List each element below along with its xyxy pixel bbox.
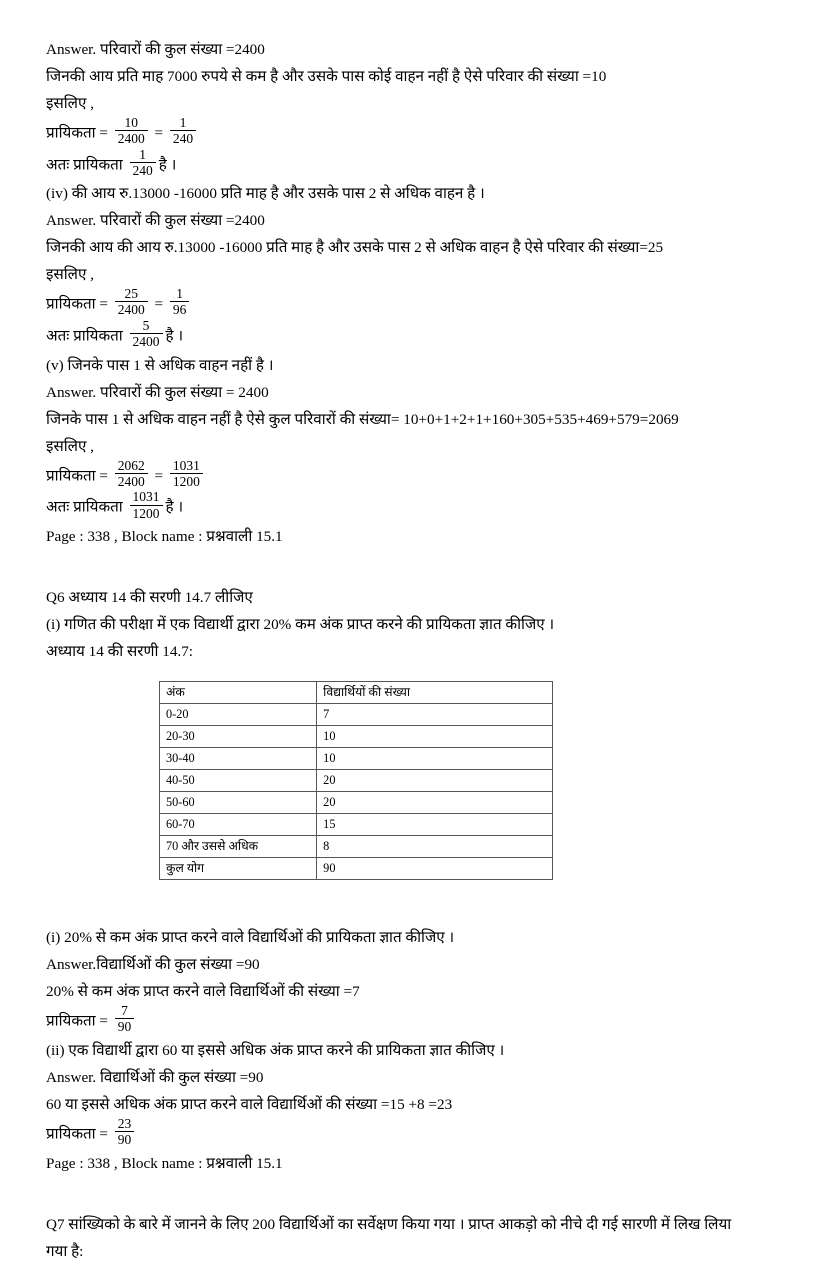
table-header-cell: अंक bbox=[160, 682, 317, 704]
text-line: अध्याय 14 की सरणी 14.7: bbox=[46, 643, 194, 661]
table-cell: 8 bbox=[317, 836, 553, 858]
fraction-denominator: 240 bbox=[172, 131, 194, 147]
text-line: Answer.विद्यार्थिओं की कुल संख्या =90 bbox=[46, 956, 260, 974]
equation-prefix: प्रायिकता = bbox=[46, 1125, 112, 1143]
text-line: जिनकी आय की आय रु.13000 -16000 प्रति माह है और उसके पास 2 से अधिक वाहन है ऐसे परिवार की संख्या=25 bbox=[46, 239, 664, 257]
text-line: इसलिए , bbox=[46, 266, 94, 284]
fraction-numerator: 1031 bbox=[170, 458, 203, 474]
fraction bbox=[130, 147, 156, 178]
table-header-cell: विद्यार्थियों की संख्या bbox=[317, 682, 553, 704]
text-line: (v) जिनके पास 1 से अधिक वाहन नहीं है । bbox=[46, 356, 274, 374]
fraction-denominator: 90 bbox=[117, 1019, 132, 1035]
question-heading: Q7 सांख्यिको के बारे में जानने के लिए 200 विद्यार्थिओं का सर्वेक्षण किया गया । प्राप्त आकड़ो को नीचे दी गई सारणी में लिख लिया bbox=[46, 1215, 732, 1233]
equation-line bbox=[46, 288, 786, 320]
equation-line bbox=[46, 457, 786, 492]
fraction-numerator: 5 bbox=[130, 318, 163, 334]
text-line: (ii) एक विद्यार्थी द्वारा 60 या इससे अधिक अंक प्राप्त करने की प्रायिकता ज्ञात कीजिए । bbox=[46, 1041, 505, 1059]
fraction-numerator: 23 bbox=[115, 1116, 135, 1132]
text-line: जिनके पास 1 से अधिक वाहन नहीं है ऐसे कुल परिवारों की संख्या= 10+0+1+2+1+160+305+535+469+579=2069 bbox=[46, 410, 679, 428]
fraction bbox=[115, 1116, 135, 1147]
table-cell: 20 bbox=[317, 770, 553, 792]
table-cell: 60-70 bbox=[160, 814, 317, 836]
equation-prefix: प्रायिकता = bbox=[46, 467, 112, 485]
table-cell: 10 bbox=[317, 726, 553, 748]
fraction bbox=[115, 458, 148, 489]
text-line: 60 या इससे अधिक अंक प्राप्त करने वाले विद्यार्थिओं की संख्या =15 +8 =23 bbox=[46, 1095, 453, 1113]
equation-operator: = bbox=[150, 124, 167, 142]
table-cell: 20-30 bbox=[160, 726, 317, 748]
fraction bbox=[130, 489, 163, 520]
table-row bbox=[160, 858, 553, 880]
fraction-denominator: 2400 bbox=[132, 334, 160, 350]
equation-prefix: अतः प्रायिकता bbox=[46, 156, 127, 174]
text-line: Answer. परिवारों की कुल संख्या = 2400 bbox=[46, 383, 269, 401]
fraction-numerator: 2062 bbox=[115, 458, 148, 474]
equation-line bbox=[46, 491, 786, 523]
document-body bbox=[46, 36, 786, 1265]
equation-operator: = bbox=[150, 296, 167, 314]
text-line: (i) गणित की परीक्षा में एक विद्यार्थी द्वारा 20% कम अंक प्राप्त करने की प्रायिकता ज्ञात कीजिए । bbox=[46, 616, 555, 634]
page-block-reference: Page : 338 , Block name : प्रश्नवाली 15.1 bbox=[46, 528, 283, 546]
equation-line bbox=[46, 1005, 786, 1037]
spacer bbox=[46, 1177, 786, 1211]
table-row bbox=[160, 836, 553, 858]
equation-line bbox=[46, 1115, 786, 1150]
fraction-numerator: 10 bbox=[115, 115, 148, 131]
fraction bbox=[170, 115, 196, 146]
table-cell: 70 और उससे अधिक bbox=[160, 836, 317, 858]
table-cell: 30-40 bbox=[160, 748, 317, 770]
table-cell: 20 bbox=[317, 792, 553, 814]
fraction-numerator: 1 bbox=[170, 115, 196, 131]
fraction bbox=[170, 286, 190, 317]
table-cell: 7 bbox=[317, 704, 553, 726]
table-cell: 0-20 bbox=[160, 704, 317, 726]
fraction-denominator: 2400 bbox=[117, 302, 145, 318]
table-row bbox=[160, 682, 553, 704]
table-row bbox=[160, 748, 553, 770]
fraction-denominator: 1200 bbox=[172, 473, 200, 489]
fraction-denominator: 90 bbox=[117, 1131, 132, 1147]
page-block-reference: Page : 338 , Block name : प्रश्नवाली 15.1 bbox=[46, 1154, 283, 1172]
equation-prefix: प्रायिकता = bbox=[46, 1012, 112, 1030]
text-line: इसलिए , bbox=[46, 95, 94, 112]
fraction-numerator: 25 bbox=[115, 286, 148, 302]
fraction-numerator: 1 bbox=[130, 147, 156, 163]
fraction bbox=[130, 318, 163, 349]
text-line: जिनकी आय प्रति माह 7000 रुपये से कम है और उसके पास कोई वाहन नहीं है ऐसे परिवार की संख्या =10 bbox=[46, 68, 607, 85]
table-cell: 15 bbox=[317, 814, 553, 836]
table-cell: 10 bbox=[317, 748, 553, 770]
fraction-numerator: 1031 bbox=[130, 489, 163, 505]
text-line: Answer. परिवारों की कुल संख्या =2400 bbox=[46, 212, 265, 230]
text-line: (i) 20% से कम अंक प्राप्त करने वाले विद्यार्थिओं की प्रायिकता ज्ञात कीजिए । bbox=[46, 929, 455, 947]
spacer bbox=[46, 914, 786, 924]
table-cell: 40-50 bbox=[160, 770, 317, 792]
question-heading: Q6 अध्याय 14 की सरणी 14.7 लीजिए bbox=[46, 589, 253, 607]
fraction bbox=[115, 115, 148, 146]
equation-prefix: प्रायिकता = bbox=[46, 124, 112, 142]
fraction-denominator: 2400 bbox=[117, 473, 145, 489]
equation-prefix: प्रायिकता = bbox=[46, 296, 112, 314]
text-line: Answer. परिवारों की कुल संख्या =2400 bbox=[46, 41, 265, 58]
table-row bbox=[160, 792, 553, 814]
equation-prefix: अतः प्रायिकता bbox=[46, 327, 127, 345]
table-cell: कुल योग bbox=[160, 858, 317, 880]
fraction-denominator: 2400 bbox=[117, 131, 145, 147]
equation-operator: = bbox=[150, 467, 167, 485]
fraction bbox=[115, 286, 148, 317]
text-line: 20% से कम अंक प्राप्त करने वाले विद्यार्थिओं की संख्या =7 bbox=[46, 983, 360, 1001]
table-cell: 90 bbox=[317, 858, 553, 880]
spacer bbox=[46, 550, 786, 584]
equation-line bbox=[46, 117, 786, 149]
fraction-denominator: 96 bbox=[172, 302, 187, 318]
equation-suffix: है । bbox=[158, 156, 177, 174]
text-line: (iv) की आय रु.13000 -16000 प्रति माह है और उसके पास 2 से अधिक वाहन है । bbox=[46, 185, 485, 203]
fraction-numerator: 1 bbox=[170, 286, 190, 302]
equation-prefix: अतः प्रायिकता bbox=[46, 499, 127, 517]
table-cell: 50-60 bbox=[160, 792, 317, 814]
equation-line bbox=[46, 146, 786, 181]
text-line: गया है: bbox=[46, 1242, 84, 1260]
table-row bbox=[160, 726, 553, 748]
equation-suffix: है । bbox=[165, 327, 184, 345]
table-row bbox=[160, 814, 553, 836]
text-line: इसलिए , bbox=[46, 437, 94, 455]
fraction-numerator: 7 bbox=[115, 1003, 135, 1019]
text-line: Answer. विद्यार्थिओं की कुल संख्या =90 bbox=[46, 1068, 264, 1086]
fraction bbox=[170, 458, 203, 489]
marks-table-wrapper bbox=[159, 681, 786, 880]
spacer bbox=[46, 880, 786, 914]
fraction bbox=[115, 1003, 135, 1034]
equation-line bbox=[46, 320, 786, 352]
marks-table bbox=[159, 681, 553, 880]
marks-table-body bbox=[160, 682, 553, 880]
table-row bbox=[160, 770, 553, 792]
fraction-denominator: 1200 bbox=[132, 505, 160, 521]
fraction-denominator: 240 bbox=[132, 162, 153, 178]
equation-suffix: है । bbox=[165, 499, 184, 517]
table-row bbox=[160, 704, 553, 726]
